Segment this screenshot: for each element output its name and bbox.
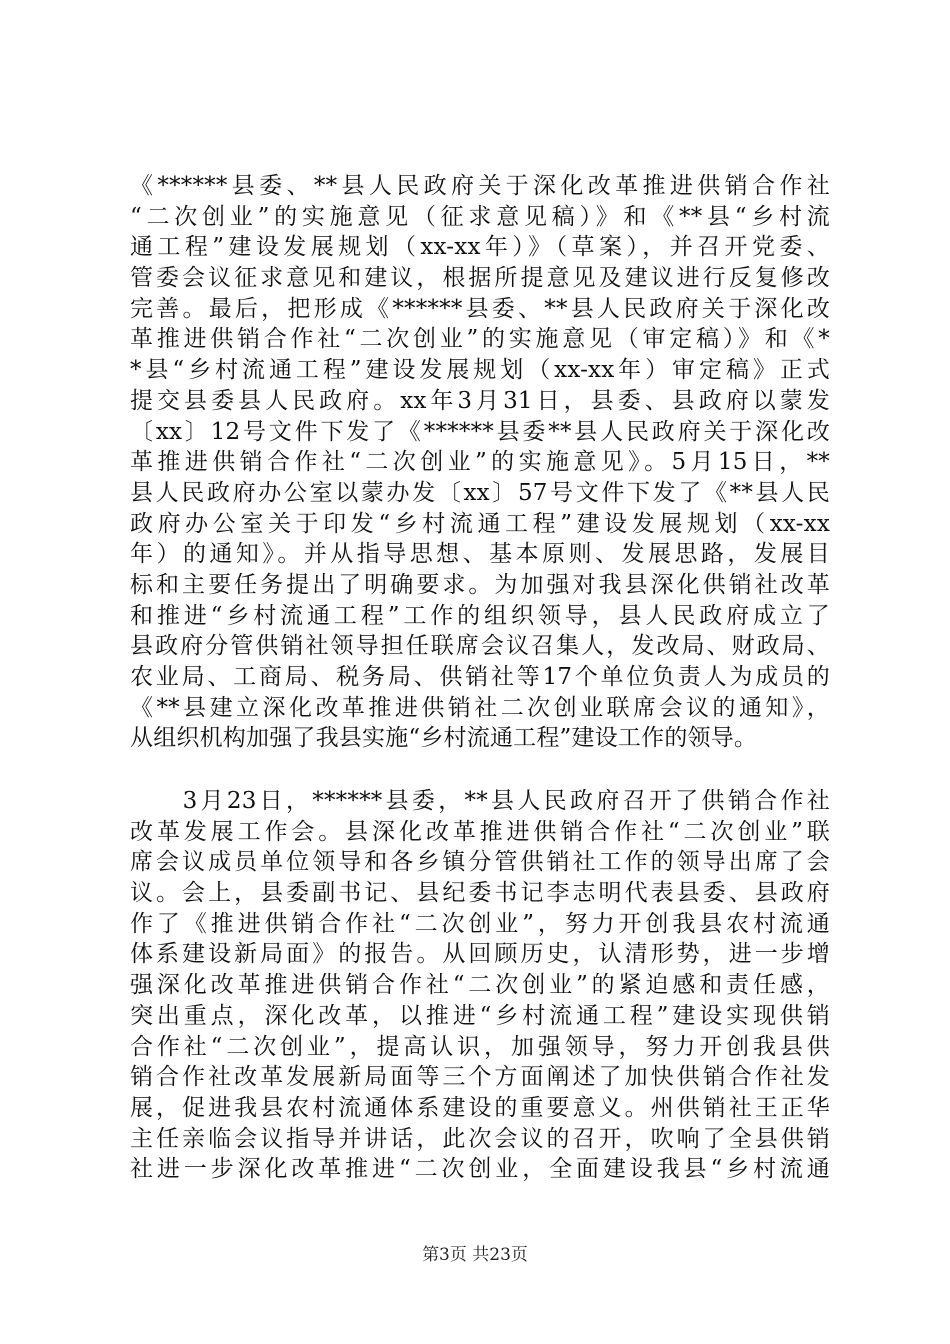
text-line: 席会议成员单位领导和各乡镇分管供销社工作的领导出席了会 [130, 849, 830, 876]
text-line: 提交县委县人民政府。xx年3月31日，县委、县政府以蒙发 [130, 387, 830, 414]
text-line: 政府办公室关于印发“乡村流通工程”建设发展规划（xx-xx [130, 510, 830, 537]
page-footer: 第3页 共23页 [422, 1245, 528, 1265]
text-line: 体系建设新局面》的报告。从回顾历史，认清形势，进一步增 [130, 941, 830, 968]
text-line: 《******县委、**县人民政府关于深化改革推进供销合作社 [130, 173, 830, 199]
text-line: 《**县建立深化改革推进供销社二次创业联席会议的通知》， [130, 694, 830, 721]
text-line: 县政府分管供销社领导担任联席会议召集人，发改局、财政局、 [130, 633, 830, 660]
text-line: 〔xx〕12号文件下发了《******县委**县人民政府关于深化改 [130, 418, 830, 445]
text-line: 作了《推进供销合作社“二次创业”，努力开创我县农村流通 [130, 910, 830, 937]
text-line: 年）的通知》。并从指导思想、基本原则、发展思路，发展目 [130, 541, 830, 568]
text-line: 革推进供销合作社“二次创业”的实施意见（审定稿）》和《* [130, 326, 830, 353]
text-line: 改革发展工作会。县深化改革推进供销合作社“二次创业”联 [130, 818, 830, 845]
text-line: 农业局、工商局、税务局、供销社等17个单位负责人为成员的 [130, 664, 830, 690]
text-line: 主任亲临会议指导并讲话，此次会议的召开，吹响了全县供销 [130, 1125, 830, 1152]
text-line: 从组织机构加强了我县实施“乡村流通工程”建设工作的领导。 [130, 725, 758, 752]
body-paragraph-1 [130, 171, 830, 754]
body-paragraph-2 [130, 786, 830, 1185]
text-line: 管委会议征求意见和建议，根据所提意见及建议进行反复修改 [130, 265, 830, 292]
text-line: 和推进“乡村流通工程”工作的组织领导，县人民政府成立了 [130, 602, 830, 629]
text-line: “二次创业”的实施意见（征求意见稿）》和《**县“乡村流 [130, 203, 830, 230]
text-line: 完善。最后，把形成《******县委、**县人民政府关于深化改 [130, 295, 830, 322]
text-line: 3月23日，******县委，**县人民政府召开了供销合作社 [130, 788, 830, 814]
text-line: 县人民政府办公室以蒙办发〔xx〕57号文件下发了《**县人民 [130, 479, 830, 506]
text-line: 合作社“二次创业”，提高认识，加强领导，努力开创我县供 [130, 1033, 830, 1060]
text-line: 通工程”建设发展规划（xx-xx年）》（草案），并召开党委、 [130, 234, 830, 261]
text-line: 突出重点，深化改革，以推进“乡村流通工程”建设实现供销 [130, 1002, 830, 1029]
text-line: 标和主要任务提出了明确要求。为加强对我县深化供销社改革 [130, 571, 830, 598]
text-line: 销合作社改革发展新局面等三个方面阐述了加快供销合作社发 [130, 1064, 830, 1091]
text-line: 革推进供销合作社“二次创业”的实施意见》。5月15日，** [130, 449, 830, 476]
text-line: 议。会上，县委副书记、县纪委书记李志明代表县委、县政府 [130, 880, 830, 907]
text-line: *县“乡村流通工程”建设发展规划（xx-xx年）审定稿》正式 [130, 357, 830, 384]
text-line: 社进一步深化改革推进“二次创业，全面建设我县“乡村流通 [130, 1156, 830, 1183]
text-line: 强深化改革推进供销合作社“二次创业”的紧迫感和责任感， [130, 972, 830, 999]
text-line: 展，促进我县农村流通体系建设的重要意义。州供销社王正华 [130, 1094, 830, 1121]
